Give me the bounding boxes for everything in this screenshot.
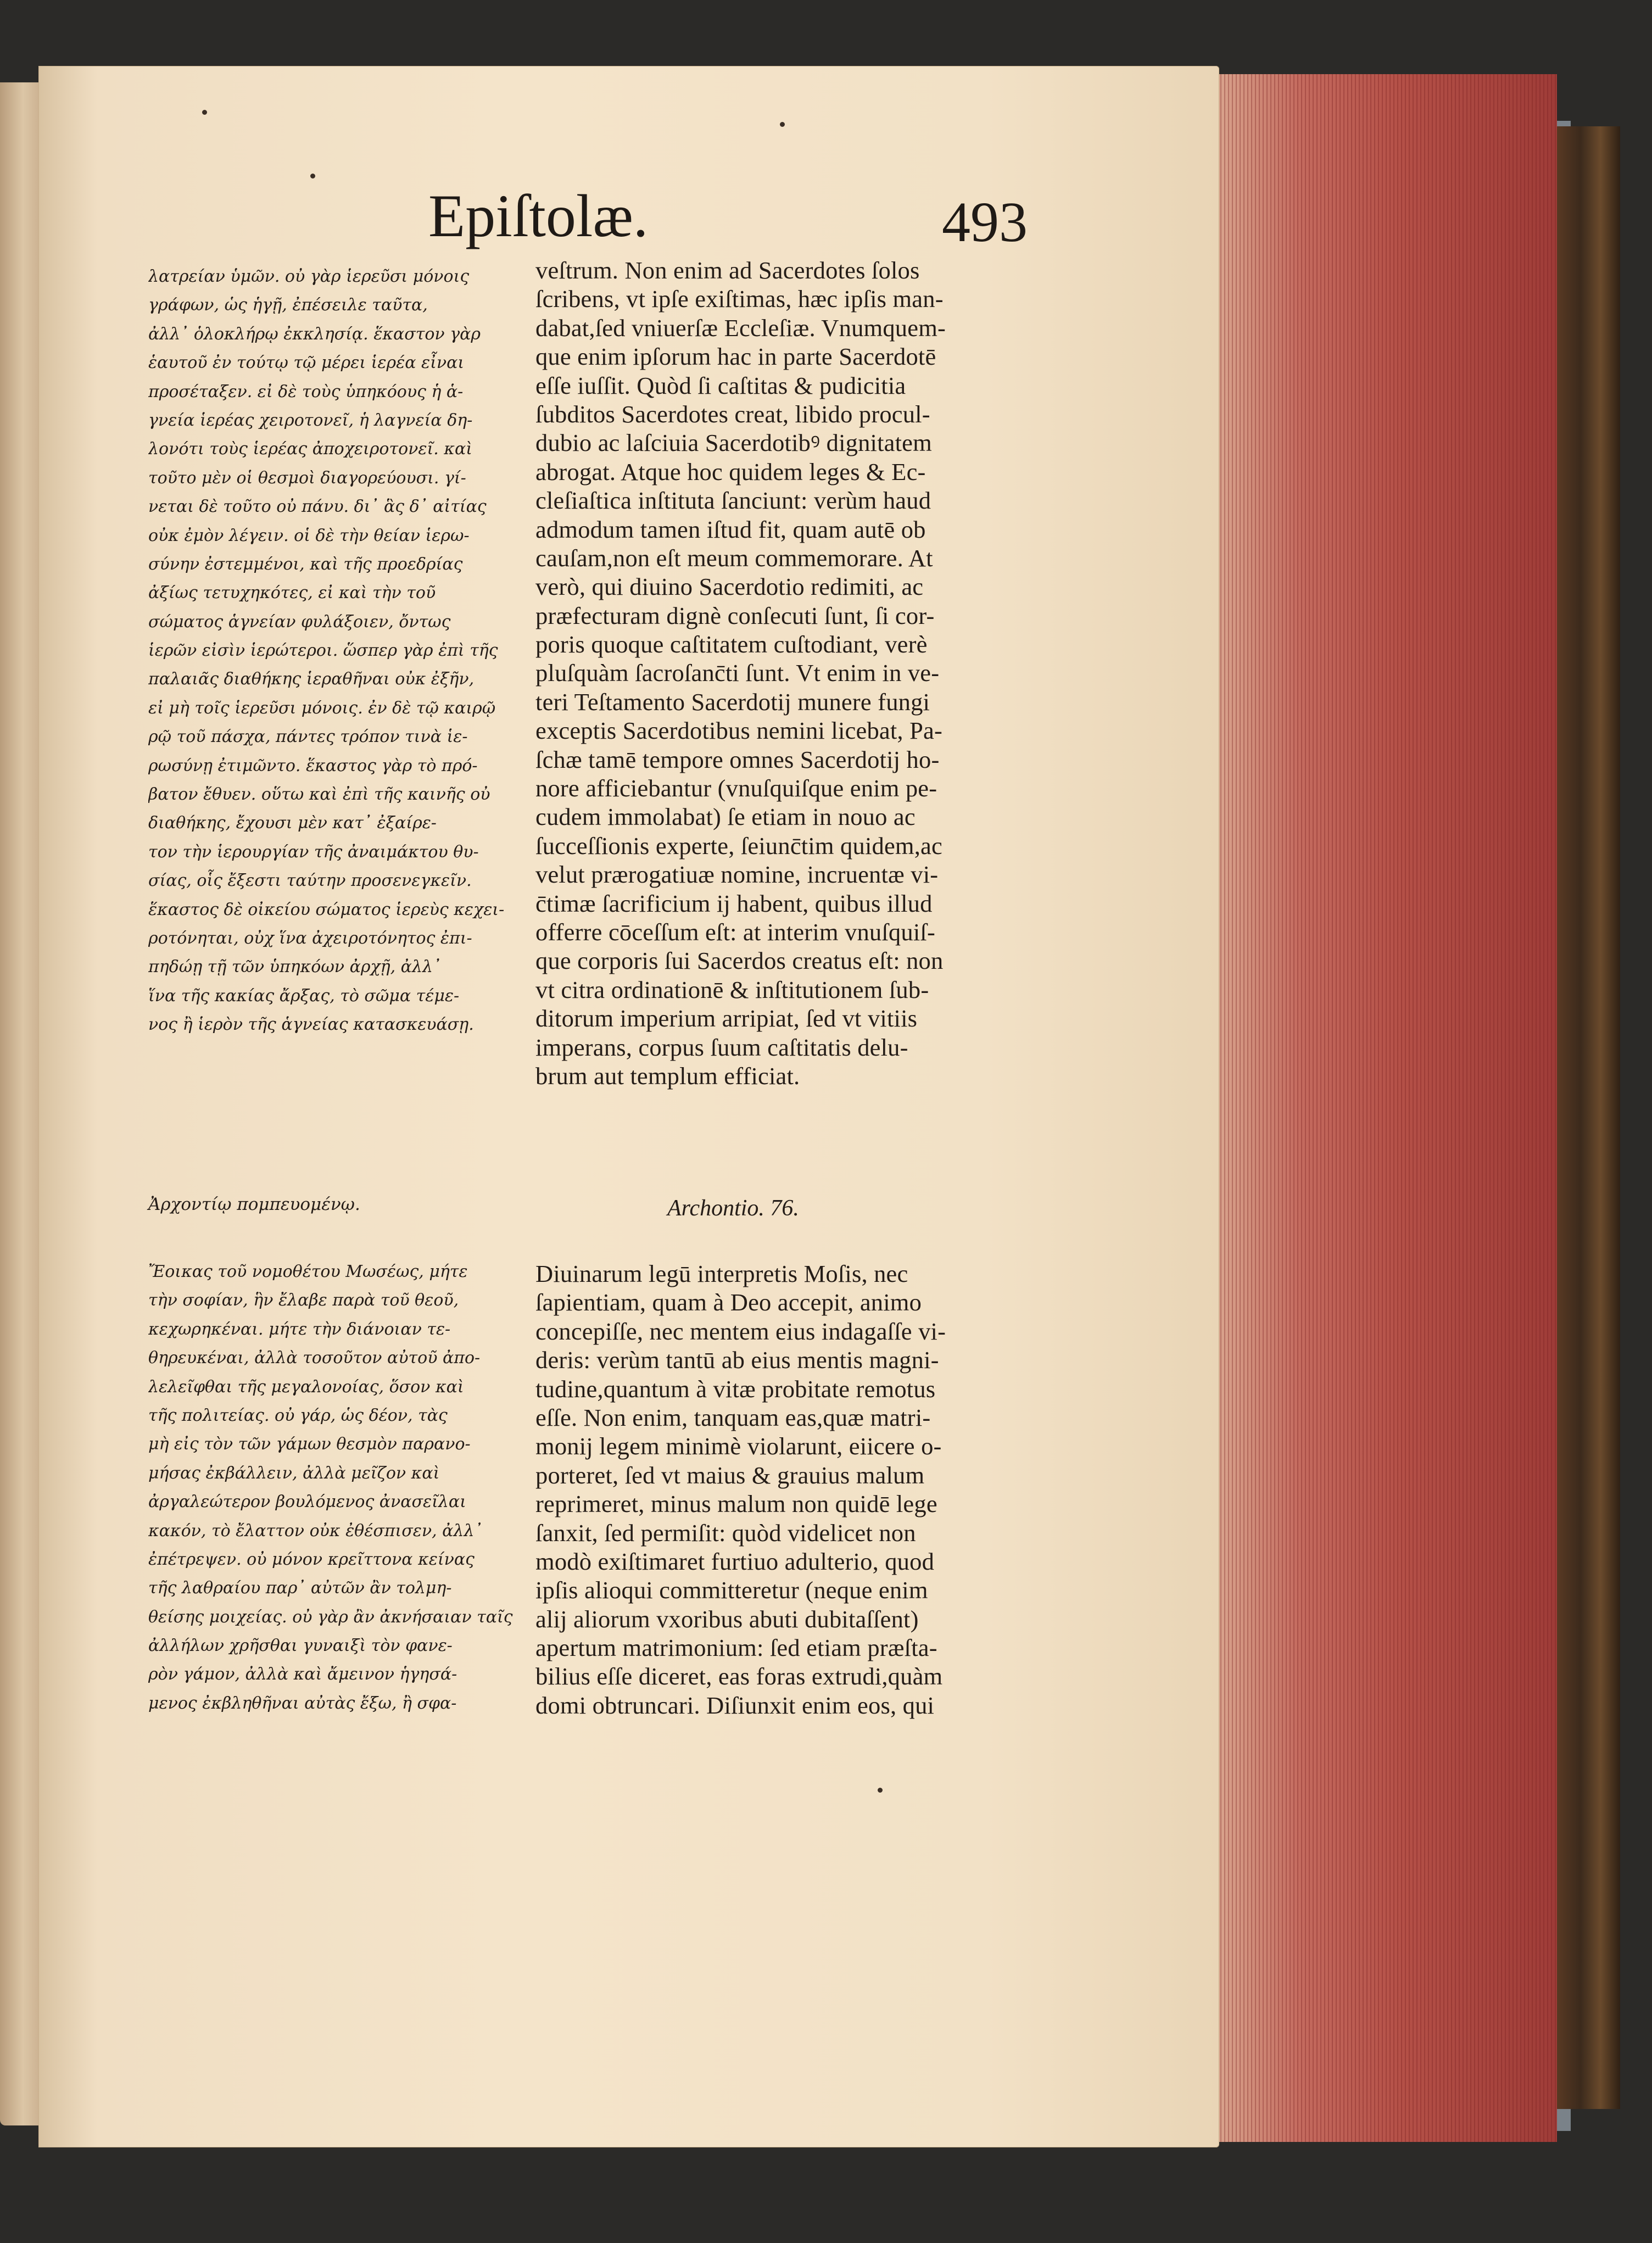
latin-text-line: que enim ipſorum hac in parte Sacerdotē [535, 343, 936, 371]
latin-text-line: ditorum imperium arripiat, ſed vt vitiis [535, 1005, 918, 1033]
latin-text-line: porteret, ſed vt maius & grauius malum [535, 1461, 925, 1489]
greek-text-line: βατον ἔθυεν. οὕτω καὶ ἐπὶ τῆς καινῆς οὐ [148, 785, 490, 805]
greek-text-line: Ἔοικας τοῦ νομοθέτου Μωσέως, μήτε [148, 1262, 468, 1281]
page-number: 493 [942, 191, 1028, 254]
greek-text-line: ἱερῶν εἰσὶν ἱερώτεροι. ὥσπερ γὰρ ἐπὶ τῆς [148, 641, 498, 661]
greek-text-line: διαθήκης, ἔχουσι μὲν κατ᾽ ἐξαίρε- [148, 813, 437, 833]
latin-text-line: deris: verùm tantū ab eius mentis magni- [535, 1346, 939, 1374]
latin-text-line: cauſam,non eſt meum commemorare. At [535, 544, 933, 572]
latin-text-line: velut prærogatiuæ nomine, incruentæ vi- [535, 861, 939, 889]
greek-text-line: νος ἢ ἱερὸν τῆς ἁγνείας κατασκευάσῃ. [148, 1015, 474, 1035]
latin-text-line: admodum tamen iſtud fit, quam autē ob [535, 515, 926, 543]
latin-text-line: eſſe iuſſit. Quòd ſi caſtitas & pudicitia [535, 371, 906, 399]
latin-text-line: exceptis Sacerdotibus nemini licebat, Pa- [535, 717, 942, 745]
latin-text-line: dubio ac laſciuia Sacerdotibꝰ dignitatem [535, 429, 932, 457]
greek-text-line: σώματος ἁγνείαν φυλάξοιεν, ὄντως [148, 612, 451, 632]
greek-text-line: λατρείαν ὑμῶν. οὐ γὰρ ἱερεῦσι μόνοις [148, 267, 470, 286]
greek-text-column-2 [148, 1258, 533, 1718]
greek-text-line: θηρευκέναι, ἀλλὰ τοσοῦτον αὐτοῦ ἀπο- [148, 1348, 481, 1368]
greek-text-line: θείσης μοιχείας. οὐ γὰρ ἂν ἀκνήσαιαν ταῖς [148, 1607, 513, 1627]
latin-text-line: c̄timæ ſacrificium ij habent, quibus illud [535, 889, 933, 917]
latin-text-line: abrogat. Atque hoc quidem leges & Ec- [535, 457, 926, 486]
greek-text-line: εἰ μὴ τοῖς ἱερεῦσι μόνοις. ἐν δὲ τῷ καιρῷ [148, 698, 496, 718]
greek-text-line: ἐπέτρεψεν. οὐ μόνον κρεῖττονα κείνας [148, 1549, 475, 1569]
latin-text-line: offerre cōceſſum eſt: at interim vnuſquiſ- [535, 918, 935, 946]
greek-letter-heading: Ἀρχοντίῳ πομπευομένῳ. [148, 1195, 360, 1214]
greek-text-line: ἀξίως τετυχηκότες, εἰ καὶ τὴν τοῦ [148, 583, 436, 603]
greek-text-line: τὴν σοφίαν, ἣν ἔλαβε παρὰ τοῦ θεοῦ, [148, 1291, 459, 1310]
greek-text-line: προσέταξεν. εἰ δὲ τοὺς ὑπηκόους ἡ ἁ- [148, 382, 464, 401]
latin-text-line: cudem immolabat) ſe etiam in nouo ac [535, 803, 916, 831]
latin-text-line: imperans, corpus ſuum caſtitatis delu- [535, 1033, 908, 1061]
greek-text-line: τῆς λαθραίου παρ᾽ αὐτῶν ἂν τολμη- [148, 1578, 452, 1598]
ink-speck [878, 1788, 883, 1793]
greek-text-line: ρὸν γάμον, ἀλλὰ καὶ ἄμεινον ἡγησά- [148, 1665, 457, 1684]
greek-text-line: οὐκ ἐμὸν λέγειν. οἱ δὲ τὴν θείαν ἱερω- [148, 526, 470, 545]
latin-text-line: vt citra ordinationē & inſtitutionem ſub- [535, 975, 929, 1003]
ink-speck [202, 110, 207, 115]
greek-text-line: λονότι τοὺς ἱερέας ἀποχειροτονεῖ. καὶ [148, 439, 472, 459]
latin-text-line: verò, qui diuino Sacerdotio redimiti, ac [535, 573, 924, 601]
latin-text-line: cleſiaſtica inſtituta ſanciunt: verùm haud [535, 487, 931, 515]
page-block-edges [1216, 74, 1557, 2142]
greek-text-line: σίας, οἷς ἔξεστι ταύτην προσενεγκεῖν. [148, 871, 472, 891]
greek-text-line: ἀργαλεώτερον βουλόμενος ἀνασεῖλαι [148, 1492, 466, 1512]
latin-text-line: nore afficiebantur (vnuſquiſque enim pe- [535, 774, 937, 802]
ink-speck [310, 174, 315, 178]
latin-letter-heading: Archontio. 76. [667, 1196, 799, 1221]
greek-text-line: ἕκαστος δὲ οἰκείου σώματος ἱερεὺς κεχει- [148, 900, 505, 919]
greek-text-line: ροτόνηται, οὐχ ἵνα ἀχειροτόνητος ἐπι- [148, 928, 472, 948]
latin-text-line: apertum matrimonium: ſed etiam præſta- [535, 1634, 937, 1662]
latin-text-line: teri Teſtamento Sacerdotij munere fungi [535, 688, 930, 716]
latin-text-line: que corporis ſui Sacerdos creatus eſt: non [535, 947, 944, 975]
running-header: Epiſtolæ. [428, 182, 649, 249]
greek-text-line: ρωσύνῃ ἐτιμῶντο. ἕκαστος γὰρ τὸ πρό- [148, 756, 478, 775]
latin-text-line: monij legem minimè violarunt, eiicere o- [535, 1432, 942, 1460]
greek-text-line: νεται δὲ τοῦτο οὐ πάνυ. δι᾽ ἃς δ᾽ αἰτίας [148, 497, 487, 517]
latin-text-line: ipſis alioqui committeretur (neque enim [535, 1576, 928, 1604]
greek-text-line: ρῷ τοῦ πάσχα, πάντες τρόπον τινὰ ἱε- [148, 727, 468, 747]
latin-text-line: brum aut templum efficiat. [535, 1062, 800, 1090]
greek-text-line: σύνην ἐστεμμένοι, καὶ τῆς προεδρίας [148, 554, 463, 574]
latin-text-line: concepiſſe, nec mentem eius indagaſſe vi- [535, 1317, 946, 1345]
greek-text-line: παλαιᾶς διαθήκης ἱεραθῆναι οὐκ ἐξῆν, [148, 669, 475, 689]
greek-text-line: κακόν, τὸ ἔλαττον οὐκ ἐθέσπισεν, ἀλλ᾽ [148, 1521, 483, 1541]
greek-text-line: πηδώῃ τῇ τῶν ὑπηκόων ἀρχῇ, ἀλλ᾽ [148, 957, 441, 977]
latin-text-line: reprimeret, minus malum non quidē lege [535, 1490, 937, 1518]
greek-text-line: κεχωρηκέναι. μήτε τὴν διάνοιαν τε- [148, 1319, 451, 1339]
latin-text-line: bilius eſſe diceret, eas foras extrudi,quàm [535, 1662, 943, 1690]
latin-text-line: ſucceſſionis experte, ſeiunc̄tim quidem,ac [535, 832, 942, 860]
greek-text-line: μήσας ἐκβάλλειν, ἀλλὰ μεῖζον καὶ [148, 1463, 440, 1483]
latin-text-line: ſchæ tamē tempore omnes Sacerdotij ho- [535, 745, 940, 773]
greek-text-line: μενος ἐκβληθῆναι αὐτὰς ἔξω, ἢ σφα- [148, 1693, 457, 1713]
greek-text-line: ἑαυτοῦ ἐν τούτῳ τῷ μέρει ἱερέα εἶναι [148, 353, 465, 373]
greek-text-line: γνεία ἱερέας χειροτονεῖ, ἡ λαγνεία δη- [148, 410, 473, 430]
greek-text-line: λελεῖφθαι τῆς μεγαλονοίας, ὅσον καὶ [148, 1377, 464, 1397]
latin-text-line: eſſe. Non enim, tanquam eas,quæ matri- [535, 1403, 931, 1431]
greek-text-line: τον τὴν ἱερουργίαν τῆς ἀναιμάκτου θυ- [148, 842, 479, 862]
latin-text-line: modò exiſtimaret furtiuo adulterio, quod [535, 1547, 935, 1575]
latin-text-line: Diuinarum legū interpretis Moſis, nec [535, 1260, 908, 1287]
latin-text-line: ſubditos Sacerdotes creat, libido procul- [535, 400, 930, 428]
latin-text-line: domi obtruncari. Diſiunxit enim eos, qui [535, 1691, 935, 1719]
latin-text-line: ſcribens, vt ipſe exiſtimas, hæc ipſis man- [535, 285, 944, 313]
ink-speck [780, 122, 785, 127]
greek-text-line: μὴ εἰς τὸν τῶν γάμων θεσμὸν παρανο- [148, 1435, 471, 1454]
latin-text-line: tudine,quantum à vitæ probitate remotus [535, 1375, 936, 1403]
greek-text-line: ἀλλ᾽ ὁλοκλήρῳ ἐκκλησίᾳ. ἕκαστον γὰρ [148, 324, 481, 344]
latin-text-column-2 [535, 1259, 1024, 1720]
greek-text-column [148, 263, 533, 1040]
book-binding [1554, 126, 1620, 2109]
greek-text-line: τοῦτο μὲν οἱ θεσμοὶ διαγορεύουσι. γί- [148, 468, 466, 488]
latin-text-line: veſtrum. Non enim ad Sacerdotes ſolos [535, 256, 920, 284]
latin-text-line: præfecturam dignè conſecuti ſunt, ſi cor- [535, 601, 935, 629]
latin-text-line: poris quoque caſtitatem cuſtodiant, verè [535, 631, 928, 659]
latin-text-column [535, 256, 1024, 1090]
greek-text-line: ἀλλήλων χρῆσθαι γυναιξὶ τὸν φανε- [148, 1636, 453, 1656]
left-facing-page-edge [0, 82, 38, 2125]
latin-text-line: ſapientiam, quam à Deo accepit, animo [535, 1288, 922, 1316]
latin-text-line: pluſquàm ſacroſanc̄ti ſunt. Vt enim in ve- [535, 659, 940, 687]
latin-text-line: dabat,ſed vniuerſæ Eccleſiæ. Vnumquem- [535, 314, 946, 342]
greek-text-line: τῆς πολιτείας. οὐ γάρ, ὡς δέον, τὰς [148, 1405, 448, 1425]
greek-text-line: ἵνα τῆς κακίας ἄρξας, τὸ σῶμα τέμε- [148, 986, 460, 1006]
greek-text-line: γράφων, ὡς ἡγῇ, ἐπέσειλε ταῦτα, [148, 295, 428, 315]
latin-text-line: ſanxit, ſed permiſit: quòd videlicet non [535, 1519, 916, 1547]
latin-text-line: alij aliorum vxoribus abuti dubitaſſent) [535, 1605, 919, 1633]
